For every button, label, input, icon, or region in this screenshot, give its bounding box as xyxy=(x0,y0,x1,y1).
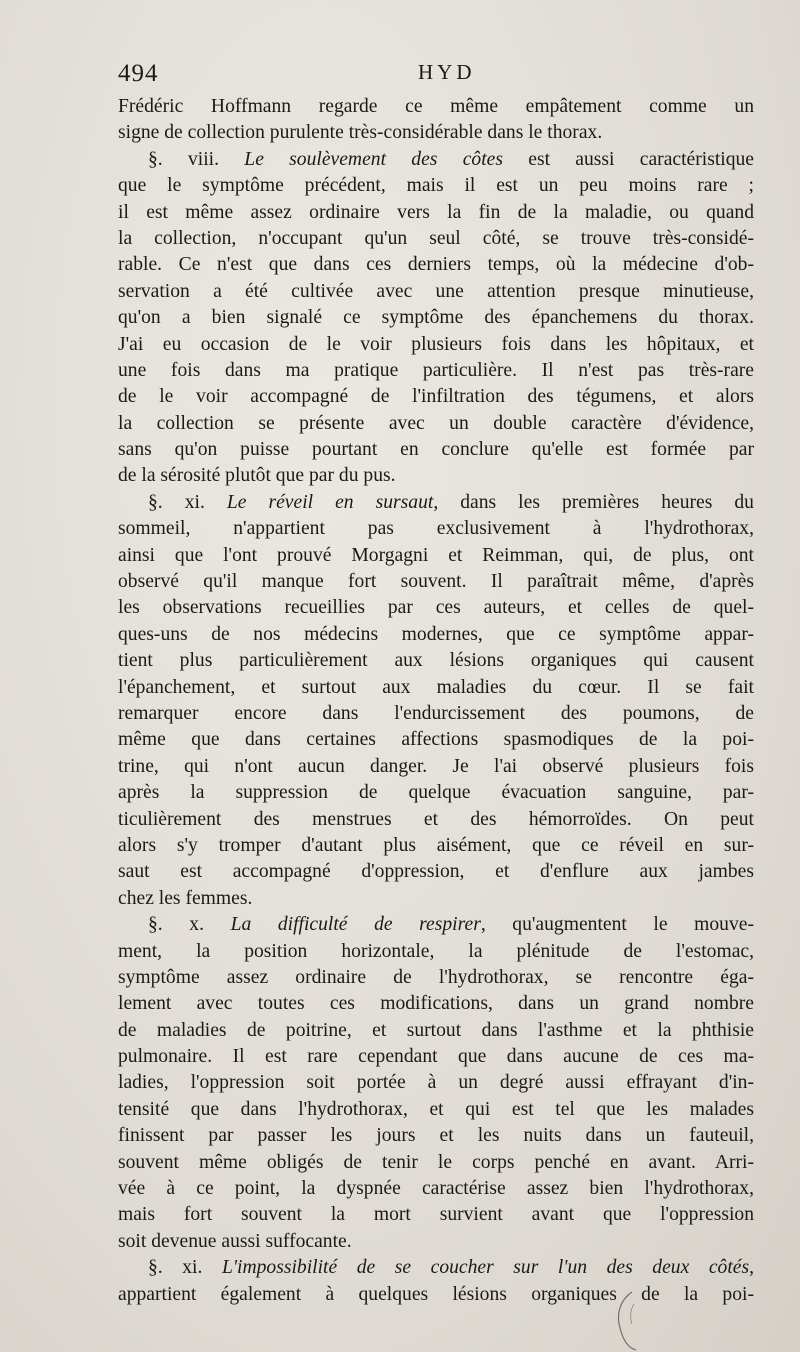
text-line xyxy=(118,411,754,437)
text-run: pulmonaire. Il est rare cependant que dans aucune de ces ma- xyxy=(118,1046,754,1068)
text-run: qu'on a bien signalé ce symptôme des épanchemens du thorax. xyxy=(118,307,754,329)
text-run: tensité que dans l'hydrothorax, et qui est tel que les malades xyxy=(118,1098,754,1120)
text-line xyxy=(118,648,754,674)
text-line xyxy=(118,939,754,965)
text-line xyxy=(118,120,754,146)
text-run: ques-uns de nos médecins modernes, que ce symptôme appar- xyxy=(118,623,754,645)
text-run: J'ai eu occasion de le voir plusieurs fois dans les hôpitaux, et xyxy=(118,333,754,355)
text-line xyxy=(118,807,754,833)
margin-pencil-mark xyxy=(610,1290,650,1352)
text-run: il est même assez ordinaire vers la fin de la maladie, ou quand xyxy=(118,201,754,223)
text-run: sans qu'on puisse pourtant en conclure qu'elle est formée par xyxy=(118,439,754,461)
text-run: §. xi. xyxy=(148,1257,222,1279)
text-run: §. x. xyxy=(148,914,231,936)
text-line xyxy=(118,1176,754,1202)
text-line xyxy=(118,1202,754,1228)
text-line xyxy=(118,94,754,120)
text-line xyxy=(118,780,754,806)
text-line xyxy=(118,384,754,410)
text-line xyxy=(118,358,754,384)
text-line xyxy=(118,701,754,727)
text-line xyxy=(118,1070,754,1096)
text-line xyxy=(118,332,754,358)
text-line xyxy=(118,886,754,912)
text-line xyxy=(118,1282,754,1308)
text-line xyxy=(118,279,754,305)
text-line xyxy=(118,622,754,648)
italic-heading: Le réveil en sursaut xyxy=(226,491,434,513)
text-run: trine, qui n'ont aucun danger. Je l'ai observé plusieurs fois xyxy=(118,755,754,777)
italic-heading: La difficulté de respirer xyxy=(230,914,481,936)
text-run: §. viii. xyxy=(148,148,245,170)
text-run: les observations recueillies par ces auteurs, et celles de quel- xyxy=(118,597,754,619)
text-line xyxy=(118,754,754,780)
text-line xyxy=(118,305,754,331)
text-line xyxy=(118,490,754,516)
italic-heading: Le soulèvement des côtes xyxy=(244,148,503,170)
text-line xyxy=(118,859,754,885)
text-line xyxy=(118,1044,754,1070)
text-line xyxy=(118,463,754,489)
text-run: Frédéric Hoffmann regarde ce même empâtement comme un xyxy=(118,96,754,117)
text-run: après la suppression de quelque évacuation sanguine, par- xyxy=(118,782,754,804)
text-run: , qu'augmentent le mouve- xyxy=(480,914,754,936)
text-run: finissent par passer les jours et les nuits dans un fauteuil, xyxy=(118,1125,754,1147)
text-line xyxy=(118,595,754,621)
text-run: de la sérosité plutôt que par du pus. xyxy=(118,465,396,487)
text-run: vée à ce point, la dyspnée caractérise assez bien l'hydrothorax, xyxy=(118,1178,754,1200)
text-run: , xyxy=(749,1257,754,1279)
text-line xyxy=(118,1018,754,1044)
text-line xyxy=(118,833,754,859)
text-run: ticulièrement des menstrues et des hémorroïdes. On peut xyxy=(118,808,754,830)
text-line xyxy=(118,516,754,542)
text-run: que le symptôme précédent, mais il est un peu moins rare ; xyxy=(118,175,754,197)
text-line xyxy=(118,1097,754,1123)
text-line xyxy=(118,965,754,991)
text-line xyxy=(118,252,754,278)
text-run: l'épanchement, et surtout aux maladies du cœur. Il se fait xyxy=(118,676,754,698)
text-run: §. xi. xyxy=(148,491,227,513)
text-line xyxy=(118,200,754,226)
text-run: signe de collection purulente très-considérable dans le thorax. xyxy=(118,122,603,144)
text-run: rable. Ce n'est que dans ces derniers temps, où la médecine d'ob- xyxy=(118,254,754,276)
text-run: observé qu'il manque fort souvent. Il paraîtrait même, d'après xyxy=(118,571,754,593)
running-head: HYD xyxy=(418,60,476,84)
text-run: alors s'y tromper d'autant plus aisément, que ce réveil en sur- xyxy=(118,834,754,856)
text-line xyxy=(118,226,754,252)
page-number: 494 xyxy=(118,60,159,87)
text-run: souvent même obligés de tenir le corps penché en avant. Arri- xyxy=(118,1151,754,1173)
text-line xyxy=(118,912,754,938)
text-run: mais fort souvent la mort survient avant que l'oppression xyxy=(118,1204,754,1226)
body-text xyxy=(118,94,754,1308)
text-line xyxy=(118,1150,754,1176)
text-run: servation a été cultivée avec une attention presque minutieuse, xyxy=(118,280,754,302)
text-line xyxy=(118,437,754,463)
text-run: de le voir accompagné de l'infiltration des tégumens, et alors xyxy=(118,386,754,408)
page-header xyxy=(118,60,768,96)
text-run: chez les femmes. xyxy=(118,887,253,909)
text-line xyxy=(118,675,754,701)
italic-heading: L'impossibilité de se coucher sur l'un des deux côtés xyxy=(221,1257,750,1279)
text-line xyxy=(118,569,754,595)
text-run: soit devenue aussi suffocante. xyxy=(118,1230,352,1252)
text-run: symptôme assez ordinaire de l'hydrothorax, se rencontre éga- xyxy=(118,966,754,988)
text-line xyxy=(118,1229,754,1255)
text-run: lement avec toutes ces modifications, dans un grand nombre xyxy=(118,993,754,1015)
text-line xyxy=(118,1255,754,1281)
text-run: la collection, n'occupant qu'un seul côté, se trouve très-considé- xyxy=(118,227,754,249)
text-line xyxy=(118,543,754,569)
text-line xyxy=(118,173,754,199)
text-run: ainsi que l'ont prouvé Morgagni et Reimman, qui, de plus, ont xyxy=(118,544,754,566)
text-run: remarquer encore dans l'endurcissement des poumons, de xyxy=(118,702,754,724)
text-line xyxy=(118,727,754,753)
text-run: , dans les premières heures du xyxy=(433,491,754,513)
text-run: appartient également à quelques lésions organiques de la poi- xyxy=(118,1283,754,1305)
text-run: tient plus particulièrement aux lésions organiques qui causent xyxy=(118,650,754,672)
text-run: ladies, l'oppression soit portée à un degré aussi effrayant d'in- xyxy=(118,1072,754,1094)
text-run: une fois dans ma pratique particulière. Il n'est pas très-rare xyxy=(118,359,754,381)
text-run: saut est accompagné d'oppression, et d'enflure aux jambes xyxy=(118,861,754,883)
text-run: est aussi caractéristique xyxy=(502,148,754,170)
text-run: la collection se présente avec un double caractère d'évidence, xyxy=(118,412,754,434)
text-run: même que dans certaines affections spasmodiques de la poi- xyxy=(118,729,754,751)
text-run: sommeil, n'appartient pas exclusivement à l'hydrothorax, xyxy=(118,518,754,540)
text-line xyxy=(118,147,754,173)
text-line xyxy=(118,1123,754,1149)
text-run: de maladies de poitrine, et surtout dans l'asthme et la phthisie xyxy=(118,1019,754,1041)
text-run: ment, la position horizontale, la plénitude de l'estomac, xyxy=(118,940,754,962)
text-line xyxy=(118,991,754,1017)
